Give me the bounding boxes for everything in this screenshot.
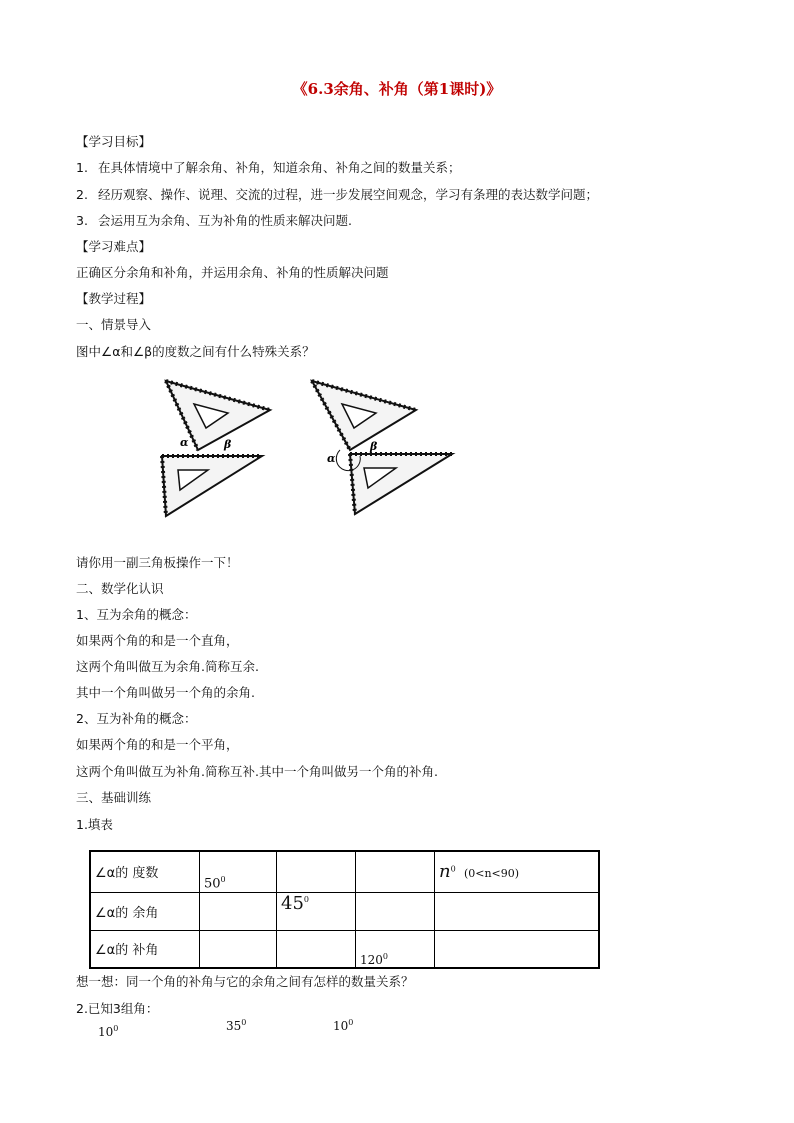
difficulty-text: 正确区分余角和补角，并运用余角、补角的性质解决问题	[76, 265, 389, 280]
concept2-line: 这两个角叫做互为补角.简称互补.其中一个角叫做另一个角的补角.	[76, 764, 438, 779]
table-cell[interactable]	[277, 851, 356, 892]
alpha-label: α	[327, 452, 336, 465]
concept1-line: 这两个角叫做互为余角.简称互余.	[76, 659, 259, 674]
triangle-ruler-lower	[350, 454, 452, 514]
concept1-line: 如果两个角的和是一个直角，	[76, 633, 239, 648]
exercise1-label: 1.填表	[76, 817, 113, 832]
objective-text: 经历观察、操作、说理、交流的过程，进一步发展空间观念，学习有条理的表达数学问题；	[98, 187, 599, 202]
fill-in-table	[89, 850, 600, 969]
objective-3	[76, 213, 352, 229]
objective-1	[76, 160, 461, 176]
concept2-line: 如果两个角的和是一个平角，	[76, 737, 239, 752]
angle-value	[226, 1018, 246, 1033]
triangle-rulers-figure	[150, 376, 470, 524]
part1-prompt: 请你用一副三角板操作一下！	[76, 555, 239, 570]
objective-text: 会运用互为余角、互为补角的性质来解决问题.	[98, 213, 352, 228]
table-cell[interactable]	[356, 892, 435, 930]
left-arrangement	[162, 381, 270, 516]
concept1-line: 其中一个角叫做另一个角的余角.	[76, 685, 255, 700]
n-range: (0<n<90)	[463, 867, 520, 881]
difficulty-heading: 【学习难点】	[76, 239, 152, 254]
page-title: 《6.3余角、补角（第1课时)》	[292, 80, 502, 98]
table-cell[interactable]	[200, 851, 277, 892]
cell-value: 120	[360, 953, 383, 967]
degree-sup: 0	[113, 1024, 119, 1033]
table-cell[interactable]	[277, 892, 356, 930]
degree-sup: 0	[303, 894, 309, 904]
row-label: ∠α的 补角	[90, 930, 200, 968]
objective-num: 2.	[76, 187, 88, 202]
process-heading: 【教学过程】	[76, 291, 152, 306]
table-row	[90, 930, 599, 968]
part3-heading: 三、基础训练	[76, 790, 152, 805]
degree-sup: 0	[241, 1018, 247, 1027]
objective-num: 3.	[76, 213, 88, 228]
beta-label: β	[224, 438, 232, 451]
part2-heading: 二、数学化认识	[76, 581, 164, 596]
exercise2-label: 2.已知3组角：	[76, 1001, 159, 1016]
table-cell[interactable]	[435, 930, 600, 968]
degree-sup: 0	[382, 952, 388, 961]
table-cell[interactable]	[277, 930, 356, 968]
cell-value: 45	[281, 892, 304, 914]
table-cell[interactable]	[200, 892, 277, 930]
table-row	[90, 851, 599, 892]
objective-text: 在具体情境中了解余角、补角，知道余角、补角之间的数量关系；	[98, 160, 461, 175]
cell-value: 50	[204, 876, 221, 892]
angle-number: 10	[333, 1019, 349, 1033]
angle-number: 35	[226, 1019, 242, 1033]
angle-number: 10	[98, 1025, 114, 1039]
table-cell[interactable]	[356, 930, 435, 968]
angle-value	[333, 1018, 353, 1033]
objective-2	[76, 187, 598, 203]
table-cell[interactable]	[356, 851, 435, 892]
row-label: ∠α的 余角	[90, 892, 200, 930]
degree-sup: 0	[348, 1018, 354, 1027]
n-variable: n	[439, 861, 451, 883]
objectives-heading: 【学习目标】	[76, 134, 152, 149]
concept2-heading: 2、互为补角的概念：	[76, 711, 197, 726]
part1-question: 图中∠α和∠β的度数之间有什么特殊关系？	[76, 344, 315, 359]
alpha-label: α	[180, 436, 189, 449]
table-cell[interactable]	[200, 930, 277, 968]
part1-heading: 一、情景导入	[76, 317, 152, 332]
table-row	[90, 892, 599, 930]
beta-label: β	[370, 440, 378, 453]
degree-sup: 0	[220, 875, 226, 885]
table-cell[interactable]	[435, 892, 600, 930]
right-arrangement	[312, 381, 452, 514]
degree-sup: 0	[450, 864, 456, 874]
think-question: 想一想：同一个角的补角与它的余角之间有怎样的数量关系？	[76, 974, 414, 989]
table-cell[interactable]	[435, 851, 600, 892]
row-label: ∠α的 度数	[90, 851, 200, 892]
triangle-ruler-lower	[162, 456, 262, 516]
concept1-heading: 1、互为余角的概念：	[76, 607, 197, 622]
objective-num: 1.	[76, 160, 88, 175]
angle-value	[98, 1024, 118, 1039]
